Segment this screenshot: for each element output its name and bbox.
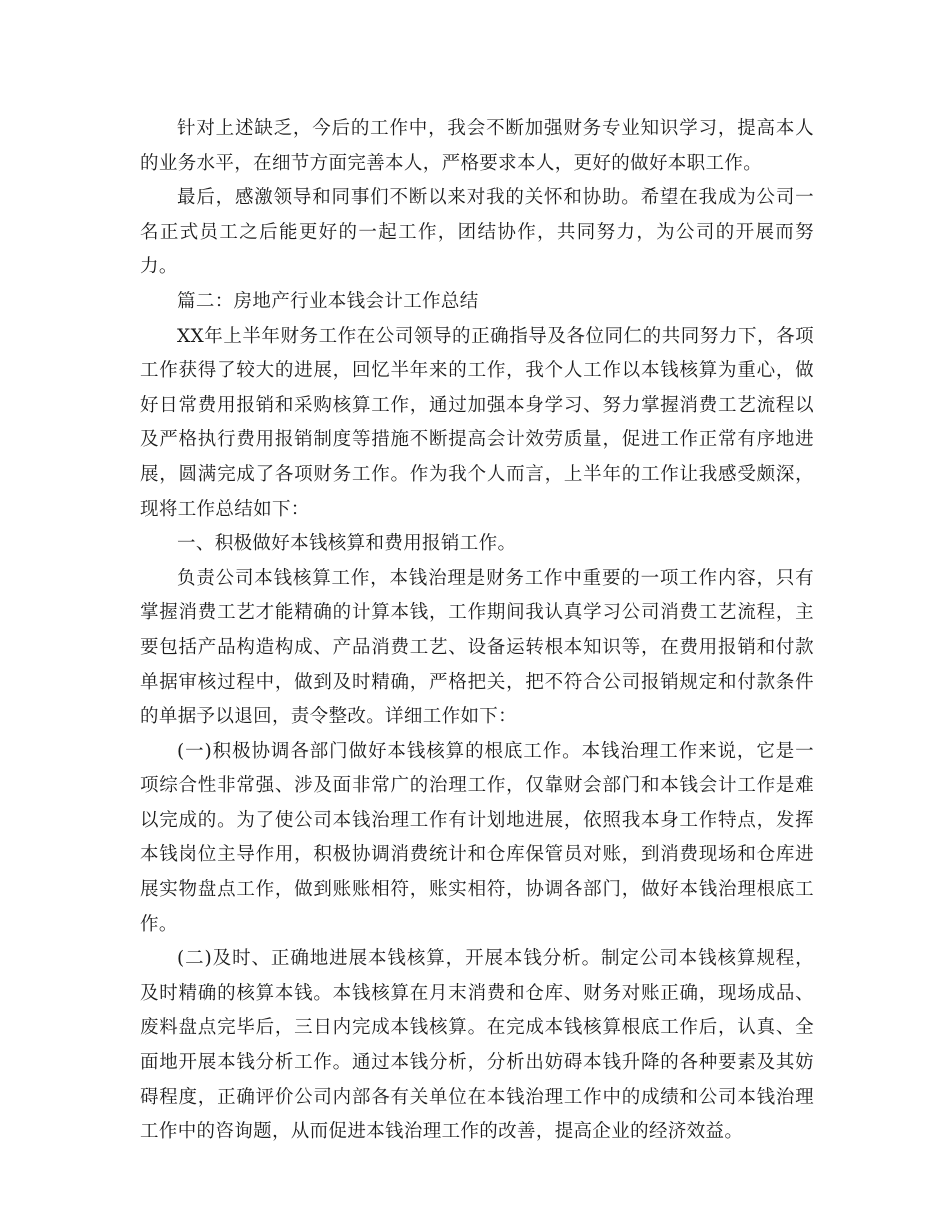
section-title-part-two: 篇二：房地产行业本钱会计工作总结	[177, 290, 479, 312]
paragraph-item-one-coordination: (一)积极协调各部门做好本钱核算的根底工作。本钱治理工作来说，它是一项综合性非常强、涉及面非常广的治理工作，仅靠财会部门和本钱会计工作是难以完成的。为了使公司本钱治理工作有计划地进展，依照我本身工作特点，发挥本钱岗位主导作用，积极协调消费统计和仓库保管员对账，到消费现场和仓库进展实物盘点工作，做到账账相符，账实相符，协调各部门，做好本钱治理根底工作。	[140, 740, 814, 935]
section-heading-cost-accounting: 一、积极做好本钱核算和费用报销工作。	[177, 533, 517, 555]
paragraph-closing-thanks: 最后，感激领导和同事们不断以来对我的关怀和协助。希望在我成为公司一名正式员工之后能更好的一起工作，团结协作，共同努力，为公司的开展而努力。	[140, 187, 814, 278]
paragraph-item-two-analysis: (二)及时、正确地进展本钱核算，开展本钱分析。制定公司本钱核算规程，及时精确的核算本钱。本钱核算在月末消费和仓库、财务对账正确，现场成品、废料盘点完毕后，三日内完成本钱核算。在完成本钱核算根底工作后，认真、全面地开展本钱分析工作。通过本钱分析，分析出妨碍本钱升降的各种要素及其妨碍程度，正确评价公司内部各有关单位在本钱治理工作中的成绩和公司本钱治理工作中的咨询题，从而促进本钱治理工作的改善，提高企业的经济效益。	[140, 948, 814, 1143]
paragraph-cost-accounting-duties: 负责公司本钱核算工作，本钱治理是财务工作中重要的一项工作内容，只有掌握消费工艺才能精确的计算本钱，工作期间我认真学习公司消费工艺流程，主要包括产品构造构成、产品消费工艺、设备运转根本知识等，在费用报销和付款单据审核过程中，做到及时精确，严格把关，把不符合公司报销规定和付款条件的单据予以退回，责令整改。详细工作如下：	[140, 567, 814, 728]
paragraph-half-year-summary: XX年上半年财务工作在公司领导的正确指导及各位同仁的共同努力下，各项工作获得了较大的进展，回忆半年来的工作，我个人工作以本钱核算为重心，做好日常费用报销和采购核算工作，通过加强本身学习、努力掌握消费工艺流程以及严格执行费用报销制度等措施不断提高会计效劳质量，促进工作正常有序地进展，圆满完成了各项财务工作。作为我个人而言，上半年的工作让我感受颇深，现将工作总结如下：	[140, 325, 814, 520]
document-body	[140, 112, 814, 1150]
paragraph-improvement-plan: 针对上述缺乏，今后的工作中，我会不断加强财务专业知识学习，提高本人的业务水平，在细节方面完善本人，严格要求本人，更好的做好本职工作。	[140, 118, 814, 174]
